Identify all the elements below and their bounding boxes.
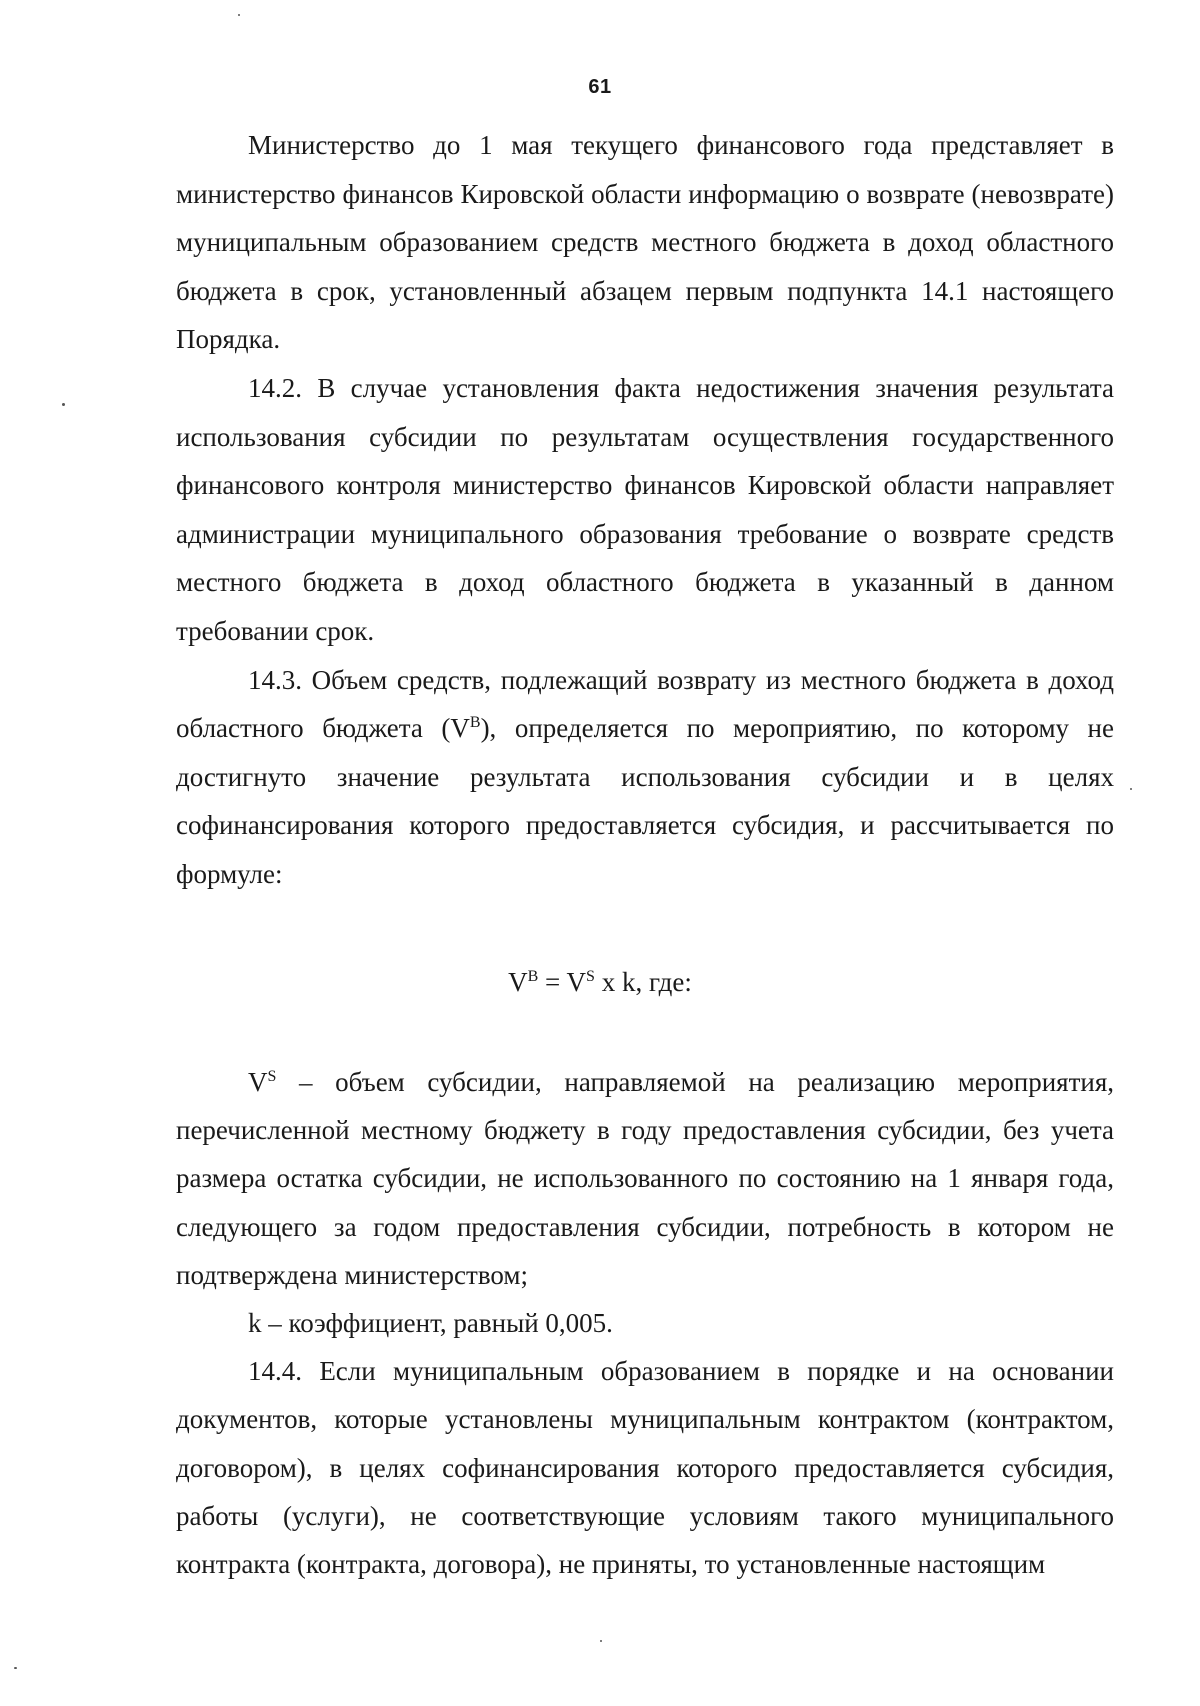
scan-speck <box>62 403 65 406</box>
paragraph-14-3-start: 14.3. Объем средств, подлежащий возврату из местного бюджета в доход областного бюджета (V <box>176 664 1114 744</box>
formula-rhs-sup: S <box>586 968 595 985</box>
main-text-block <box>176 121 1114 899</box>
formula-equals: = <box>538 967 567 997</box>
paragraph-ministry-report: Министерство до 1 мая текущего финансового года представляет в министерство финансов Кировской области информацию о возврате (невозврате) муниципальным образованием средств местного бюджета в доход областного бюджета в срок, установленный абзацем первым подпункта 14.1 настоящего Порядка. <box>176 130 1114 355</box>
paragraph-14-4: 14.4. Если муниципальным образованием в порядке и на основании документов, которые установлены муниципальным контрактом (контрактом, договором), в целях софинансирования которого предоставляется субсидия, работы (услуги), не соответствующие условиям такого муниципального контракта (контракта, договора), не приняты, то установленные настоящим <box>176 1356 1114 1580</box>
formula-lhs-base: V <box>508 967 528 997</box>
formula <box>0 958 1200 1006</box>
paragraph-14-2: 14.2. В случае установления факта недостижения значения результата использования субсидии по результатам осуществления государственного финансового контроля министерство финансов Кировской области направляет администрации муниципального образования требование о возврате средств местного бюджета в доход областного бюджета в указанный в данном требовании срок. <box>176 372 1114 646</box>
formula-lhs-sup: B <box>527 968 539 985</box>
scan-speck <box>238 14 240 16</box>
scan-speck <box>600 1640 602 1642</box>
page-number: 61 <box>588 76 612 98</box>
definition-vs-text: – объем субсидии, направляемой на реализацию мероприятия, перечисленной местному бюджету в году предоставления субсидии, без учета размера остатка субсидии, не использованного по состоянию на 1 января года, следующего за годом предоставления субсидии, потребность в котором не подтверждена министерством; <box>176 1067 1114 1290</box>
definition-vs <box>176 1058 1114 1299</box>
formula-rest: x k, где: <box>594 967 692 997</box>
superscript-b: B <box>469 714 481 732</box>
paragraph-14-3-end: ), определяется по мероприятию, по которому не достигнуто значение результата использования субсидии и в целях софинансирования которого предоставляется субсидия, и рассчитывается по формуле: <box>176 713 1114 889</box>
definitions-block <box>176 1058 1114 1588</box>
definition-vs-sup: S <box>267 1068 277 1085</box>
formula-rhs-base: V <box>566 967 587 997</box>
paragraph-14-3 <box>176 656 1114 899</box>
scan-speck <box>1130 788 1132 790</box>
definition-vs-base: V <box>248 1067 268 1097</box>
scan-speck <box>14 1667 17 1669</box>
definition-k: k – коэффициент, равный 0,005. <box>248 1308 613 1339</box>
